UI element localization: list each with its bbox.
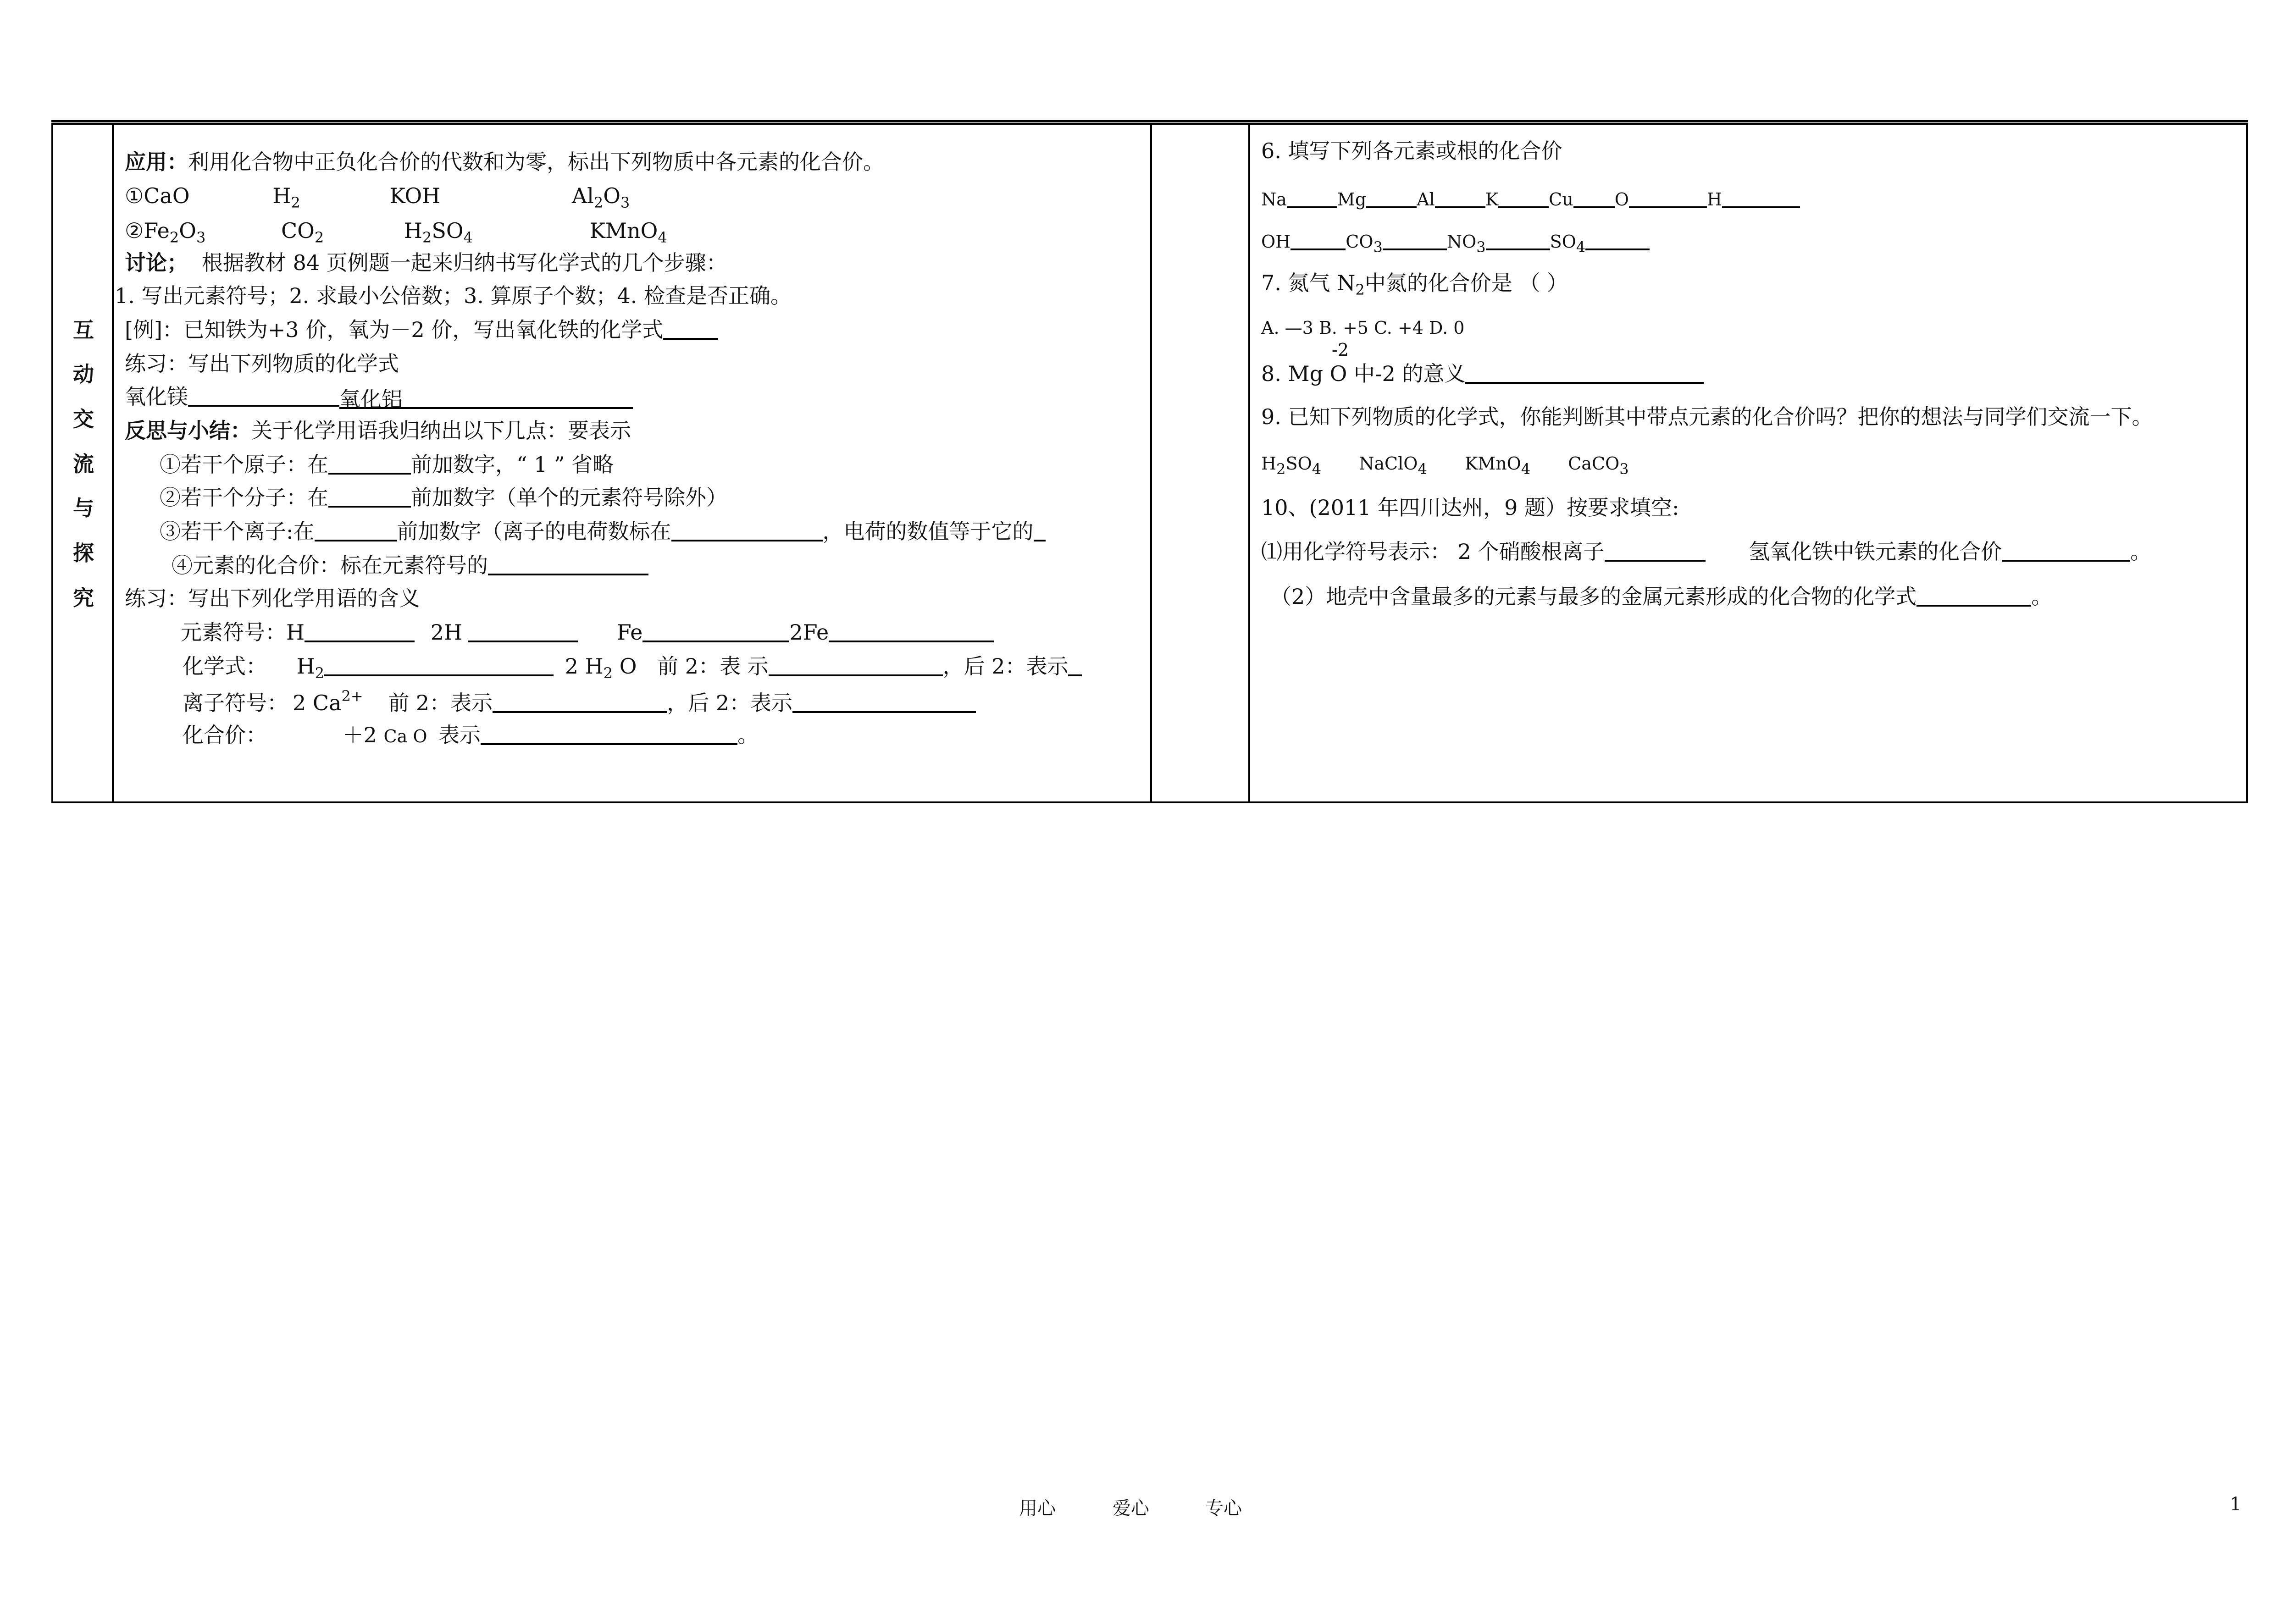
q10-text: 。 xyxy=(2031,584,2053,609)
apply-line xyxy=(125,151,884,172)
subscript: 3 xyxy=(1373,238,1383,256)
q8-text: 8. Mg O 中-2 的意义 xyxy=(1261,361,1466,386)
subscript: 2 xyxy=(603,664,613,682)
answer-blank[interactable] xyxy=(1465,364,1704,384)
side-heading-char: 究 xyxy=(73,586,94,610)
q6-item: CO xyxy=(1346,232,1374,252)
footer-text: 专心 xyxy=(1205,1498,1242,1519)
valence-label: 化合价： xyxy=(183,723,267,747)
valence-text: 表示 xyxy=(438,723,481,747)
answer-blank[interactable] xyxy=(1498,188,1549,208)
practice2-heading: 练习：写出下列化学用语的含义 xyxy=(125,586,420,611)
ion-item: 2 Ca xyxy=(293,690,342,715)
side-heading-char: 与 xyxy=(73,496,94,520)
summary-text: 前加数字（单个的元素符号除外） xyxy=(411,485,727,510)
side-heading xyxy=(53,125,114,801)
discuss-label: 讨论； xyxy=(125,250,188,275)
q6-item: SO xyxy=(1550,232,1576,252)
subscript: 2 xyxy=(169,229,179,246)
q6-item: O xyxy=(1614,189,1629,210)
answer-blank[interactable] xyxy=(1034,521,1046,541)
side-heading-char: 流 xyxy=(73,452,94,476)
formula-item: O xyxy=(619,654,637,679)
top-rule xyxy=(51,120,2248,122)
answer-blank[interactable] xyxy=(1605,541,1706,562)
formula-item: Al xyxy=(571,183,594,208)
q9-item: H xyxy=(1261,453,1277,474)
subscript: 4 xyxy=(1418,460,1427,478)
subscript: 3 xyxy=(620,194,630,211)
subscript: 2 xyxy=(422,229,432,246)
summary-text: ①若干个原子：在 xyxy=(160,452,328,477)
column-divider xyxy=(1150,125,1152,801)
subscript: 3 xyxy=(196,229,206,246)
footer-text: 爱心 xyxy=(1113,1498,1149,1519)
q9-items xyxy=(1261,455,1629,476)
superscript: 2+ xyxy=(341,687,363,705)
answer-blank[interactable] xyxy=(1722,188,1800,208)
answer-blank[interactable] xyxy=(328,454,411,475)
answer-blank[interactable] xyxy=(305,622,415,642)
answer-blank[interactable] xyxy=(671,521,823,541)
apply-label: 应用： xyxy=(125,149,188,174)
subscript: 2 xyxy=(315,664,325,682)
answer-blank[interactable] xyxy=(1573,188,1615,208)
subscript: 2 xyxy=(291,194,300,211)
formula-text: ，后 2：表示 xyxy=(942,654,1069,679)
q10-text: （2）地壳中含量最多的元素与最多的金属元素形成的化合物的化学式 xyxy=(1270,584,1917,609)
oxide-label: 氧化铝 xyxy=(339,387,403,412)
formula-item: ②Fe xyxy=(125,218,170,243)
q10-text: ⑴用化学符号表示： 2 个硝酸根离子 xyxy=(1261,539,1605,564)
formula-item: O xyxy=(603,183,620,208)
summary-line xyxy=(125,420,631,441)
formula-item: H xyxy=(296,654,315,679)
element-item: 2H xyxy=(430,620,463,645)
formula-item: ①CaO xyxy=(125,183,190,208)
answer-blank[interactable] xyxy=(829,622,994,642)
apply-text: 利用化合物中正负化合价的代数和为零，标出下列物质中各元素的化合价。 xyxy=(188,149,884,174)
steps-line: 1. 写出元素符号；2. 求最小公倍数；3. 算原子个数；4. 检查是否正确。 xyxy=(115,283,792,308)
example-line xyxy=(125,319,718,340)
summary-text: ②若干个分子：在 xyxy=(160,485,328,510)
ion-line xyxy=(183,689,976,713)
summary-item-4 xyxy=(172,555,648,576)
side-heading-char: 探 xyxy=(73,541,94,565)
summary-text: ④元素的化合价：标在元素符号的 xyxy=(172,553,488,578)
q10-part-1 xyxy=(1261,541,2151,562)
summary-text: ③若干个离子:在 xyxy=(160,519,315,544)
q9-item: SO xyxy=(1285,453,1312,474)
formula-item: H xyxy=(272,183,291,208)
summary-text: ，电荷的数值等于它的 xyxy=(822,519,1034,544)
q6-item: Na xyxy=(1261,189,1287,210)
q10: 10、(2011 年四川达州，9 题）按要求填空: xyxy=(1261,495,1679,520)
q10-text: 氢氧化铁中铁元素的化合价 xyxy=(1749,539,2002,564)
q7-text: 中氮的化合价是 （ ） xyxy=(1364,271,1568,295)
subscript: 2 xyxy=(1276,460,1286,478)
q6: 6. 填写下列各元素或根的化合价 xyxy=(1261,138,1562,163)
answer-blank[interactable] xyxy=(481,725,737,745)
formula-text: 前 2：表 示 xyxy=(657,654,769,679)
q9-item: CaCO xyxy=(1568,453,1620,474)
answer-blank[interactable] xyxy=(769,656,943,676)
q6-item: H xyxy=(1706,189,1722,210)
q9-item: KMnO xyxy=(1464,453,1521,474)
q6-item: K xyxy=(1485,189,1499,210)
answer-blank[interactable] xyxy=(493,693,667,713)
summary-text: 前加数字，“ 1 ” 省略 xyxy=(411,452,614,477)
q9: 9. 已知下列物质的化学式，你能判断其中带点元素的化合价吗？把你的想法与同学们交流一下。 xyxy=(1261,404,2153,429)
q6-row-2 xyxy=(1261,230,1650,254)
summary-label: 反思与小结： xyxy=(125,418,251,443)
oxide-line xyxy=(125,384,633,412)
valence-item: Ca O xyxy=(383,726,427,746)
discuss-line xyxy=(125,252,727,273)
answer-blank[interactable] xyxy=(1486,230,1550,250)
q7-text: 7. 氮气 N xyxy=(1261,271,1356,295)
summary-text: 关于化学用语我归纳出以下几点：要表示 xyxy=(251,418,631,443)
ion-text: 前 2：表示 xyxy=(388,690,493,715)
q8 xyxy=(1261,363,1704,384)
q6-item: Cu xyxy=(1549,189,1573,210)
subscript: 4 xyxy=(1312,460,1322,478)
formula-row-1 xyxy=(125,185,630,210)
answer-blank[interactable] xyxy=(1291,230,1346,250)
page-number: 1 xyxy=(2230,1494,2242,1515)
discuss-text: 根据教材 84 页例题一起来归纳书写化学式的几个步骤： xyxy=(202,250,727,275)
ion-text: ，后 2：表示 xyxy=(667,690,793,715)
element-item: Fe xyxy=(616,620,643,645)
formula-item: KOH xyxy=(389,183,441,208)
answer-blank[interactable] xyxy=(339,387,633,412)
subscript: 4 xyxy=(1576,238,1586,256)
element-label: 元素符号：H xyxy=(181,620,305,645)
answer-blank[interactable] xyxy=(642,622,789,642)
valence-text: 。 xyxy=(737,723,759,747)
subscript: 2 xyxy=(1355,281,1365,298)
side-heading-char: 交 xyxy=(73,407,94,431)
subscript: 4 xyxy=(658,229,667,246)
example-text: [例]：已知铁为+3 价，氧为－2 价，写出氧化铁的化学式 xyxy=(125,317,664,342)
formula-item: KMnO xyxy=(589,218,658,243)
answer-blank[interactable] xyxy=(324,656,554,676)
side-heading-char: 互 xyxy=(73,318,94,342)
answer-blank[interactable] xyxy=(315,521,397,541)
formula-item: 2 H xyxy=(565,654,604,679)
answer-blank[interactable] xyxy=(1287,188,1337,208)
summary-text: 前加数字（离子的电荷数标在 xyxy=(397,519,671,544)
answer-blank[interactable] xyxy=(792,693,976,713)
subscript: 2 xyxy=(593,194,604,211)
subscript: 4 xyxy=(1521,460,1531,478)
valence-item: ＋2 xyxy=(342,723,377,747)
subscript: 4 xyxy=(463,229,473,246)
q6-item: NO xyxy=(1446,232,1477,252)
q7 xyxy=(1261,272,1568,297)
answer-blank[interactable] xyxy=(488,555,648,575)
answer-blank[interactable] xyxy=(1366,188,1417,208)
oxide-label: 氧化镁 xyxy=(125,384,188,409)
answer-blank[interactable] xyxy=(468,622,578,642)
q10-part-2 xyxy=(1270,586,2052,607)
formula-item: SO xyxy=(432,218,464,243)
q6-item: Al xyxy=(1417,189,1435,210)
answer-blank[interactable] xyxy=(1585,230,1650,250)
answer-blank[interactable] xyxy=(1916,586,2031,607)
formula-item: O xyxy=(179,218,196,243)
q7-options: A. —3 B. +5 C. +4 D. 0 xyxy=(1261,318,1465,338)
summary-item-3 xyxy=(160,521,1046,542)
answer-blank[interactable] xyxy=(1068,656,1082,676)
answer-blank[interactable] xyxy=(188,387,339,407)
footer-text: 用心 xyxy=(1019,1498,1056,1519)
answer-blank[interactable] xyxy=(1629,188,1707,208)
element-symbol-line xyxy=(181,622,994,643)
answer-blank[interactable] xyxy=(1435,188,1485,208)
q8-superscript: -2 xyxy=(1332,340,1349,360)
formula-item: H xyxy=(404,218,422,243)
valence-line xyxy=(183,724,759,746)
subscript: 3 xyxy=(1476,238,1486,256)
q6-item: Mg xyxy=(1337,189,1367,210)
answer-blank[interactable] xyxy=(663,320,718,340)
summary-item-2 xyxy=(160,487,727,508)
element-item: 2Fe xyxy=(789,620,829,645)
subscript: 2 xyxy=(314,229,324,246)
side-heading-char: 动 xyxy=(73,362,94,387)
q10-text: 。 xyxy=(2130,539,2152,564)
q9-item: NaClO xyxy=(1359,453,1418,474)
formula-label: 化学式： xyxy=(183,654,267,679)
answer-blank[interactable] xyxy=(1383,230,1447,250)
answer-blank[interactable] xyxy=(328,487,411,508)
practice-heading: 练习：写出下列物质的化学式 xyxy=(125,351,399,376)
formula-row-2 xyxy=(125,220,667,245)
q6-row-1 xyxy=(1261,188,1800,208)
answer-blank[interactable] xyxy=(2002,541,2130,562)
column-divider xyxy=(1248,125,1250,801)
summary-item-1 xyxy=(160,454,614,475)
q6-item: OH xyxy=(1261,232,1291,252)
formula-meaning-line xyxy=(183,656,1082,680)
subscript: 3 xyxy=(1619,460,1629,478)
ion-label: 离子符号： xyxy=(183,690,288,715)
formula-item: CO xyxy=(281,218,315,243)
